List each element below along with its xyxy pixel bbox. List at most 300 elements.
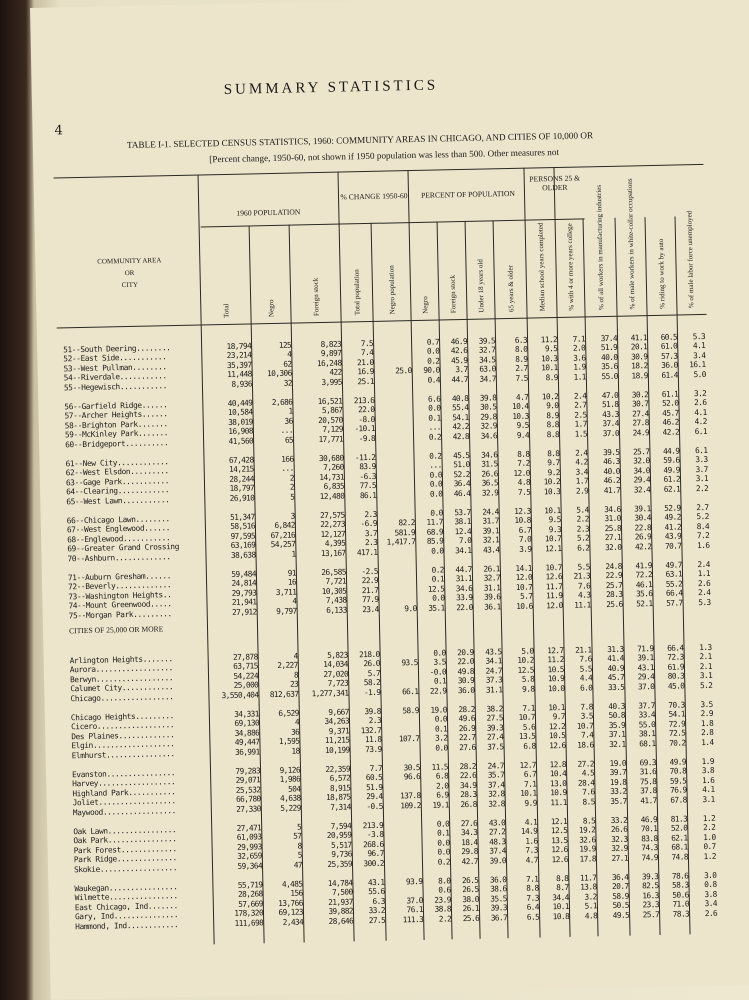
- table-cell: 71.9: [637, 644, 654, 654]
- row-label: Des Plaines.............: [71, 729, 175, 742]
- row-label: 55--Hegewisch...........: [63, 380, 168, 392]
- table-cell: 57: [293, 831, 302, 842]
- table-cell: 61.4: [661, 370, 678, 380]
- table-cell: 13,766: [278, 898, 303, 908]
- table-cell: 49.6: [458, 714, 476, 724]
- table-cell: 33.2: [610, 815, 628, 826]
- table-cell: 2.2: [438, 913, 452, 924]
- table-cell: 41.7: [603, 485, 621, 495]
- table-cell: 12.1: [544, 543, 562, 553]
- table-cell: 0.2: [431, 565, 444, 575]
- table-caption: TABLE I-1. SELECTED CENSUS STATISTICS, 1960: COMMUNITY AREAS IN CHICAGO, AND CITIES OF 10,000 OR: [126, 130, 594, 150]
- table-cell: -2.5: [361, 566, 378, 577]
- table-cell: 24.4: [482, 507, 499, 517]
- table-cell: 42.2: [452, 422, 469, 432]
- table-cell: 28.2: [458, 704, 475, 715]
- table-cell: 0.0: [433, 648, 446, 658]
- table-cell: 47.0: [601, 390, 619, 401]
- row-label: Park Forest.............: [73, 843, 177, 856]
- table-cell: 4.1: [702, 785, 715, 795]
- table-cell: 8.9: [545, 372, 558, 382]
- table-cell: 34.1: [454, 545, 472, 555]
- document-page: [30, 0, 749, 1000]
- table-cell: 36.0: [489, 875, 507, 885]
- table-cell: 32.0: [633, 456, 650, 466]
- table-cell: 1.9: [701, 756, 715, 767]
- table-cell: 26.5: [462, 885, 479, 895]
- group-header-persons25: PERSONS 25 & OLDER: [529, 173, 581, 193]
- table-cell: 0.1: [434, 724, 448, 734]
- table-cell: 20.7: [612, 882, 629, 892]
- table-cell: 26.6: [481, 469, 498, 479]
- group-header-1960-population: 1960 POPULATION: [236, 207, 301, 218]
- table-cell: 27.1: [604, 532, 622, 543]
- table-cell: 812,637: [269, 689, 299, 699]
- table-cell: 24.7: [487, 761, 505, 771]
- table-cell: 2.0: [435, 781, 449, 791]
- table-cell: 9,736: [331, 849, 352, 860]
- table-cell: 7.4: [580, 730, 594, 740]
- table-cell: 6.7: [523, 769, 537, 780]
- table-cell: 7.2: [696, 531, 710, 541]
- table-cell: 213.6: [353, 395, 375, 406]
- table-cell: 30,680: [318, 453, 344, 464]
- table-cell: 37.1: [608, 729, 626, 740]
- table-cell: 0.4: [427, 375, 440, 385]
- table-cell: 28.3: [605, 589, 623, 600]
- table-cell: 6.4: [526, 902, 540, 912]
- table-cell: 9,126: [279, 765, 301, 775]
- table-cell: 62.1: [663, 484, 681, 494]
- table-cell: 22.9: [361, 576, 379, 586]
- table-cell: 3.2: [434, 733, 448, 743]
- table-cell: 21.0: [357, 357, 374, 368]
- table-cell: 49.7: [665, 560, 682, 570]
- table-cell: 1.6: [701, 775, 715, 785]
- table-cell: [375, 347, 411, 348]
- row-label: 53--West Pullman........: [63, 362, 167, 374]
- table-cell: 10.1: [541, 363, 558, 373]
- table-cell: 39.3: [486, 723, 504, 733]
- table-cell: 69,123: [278, 907, 304, 918]
- table-cell: 20,570: [318, 415, 343, 425]
- table-cell: 35.6: [635, 589, 653, 599]
- table-cell: 29,793: [231, 588, 257, 598]
- table-cell: 59,484: [231, 569, 256, 579]
- table-cell: 34.6: [604, 504, 621, 515]
- row-label: Hammond, Ind............: [75, 919, 179, 931]
- table-cell: 27,020: [323, 669, 349, 679]
- table-cell: 0.0: [431, 546, 444, 556]
- table-cell: 52.0: [670, 823, 688, 834]
- table-cell: 27.4: [486, 732, 504, 742]
- table-cell: 3.1: [702, 794, 715, 804]
- table-cell: 2,686: [271, 397, 293, 408]
- table-cell: 18.9: [631, 370, 648, 381]
- table-cell: 42.8: [452, 431, 470, 441]
- table-cell: 34.5: [478, 355, 496, 365]
- table-cell: 3,995: [321, 377, 342, 387]
- row-label: Wilmette................: [74, 891, 178, 903]
- table-cell: [377, 414, 413, 415]
- table-cell: 80.3: [667, 671, 685, 681]
- table-cell: 45.7: [662, 408, 679, 418]
- table-cell: 11.7: [545, 581, 563, 592]
- table-cell: 32.7: [478, 345, 496, 356]
- table-cell: 36: [290, 727, 300, 737]
- table-cell: 14,731: [319, 472, 344, 482]
- table-cell: 3.5: [700, 699, 713, 710]
- table-cell: 0.1: [428, 413, 441, 423]
- table-cell: 10,306: [267, 368, 292, 379]
- table-cell: 11,215: [324, 735, 350, 746]
- table-cell: 0.2: [437, 856, 451, 867]
- table-cell: 40.3: [608, 701, 625, 712]
- table-cell: 55,719: [237, 880, 263, 890]
- table-cell: 12.5: [427, 584, 445, 594]
- table-cell: 30.7: [631, 399, 649, 409]
- row-label: 64--Clearing............: [66, 485, 170, 497]
- table-cell: 76.1: [406, 905, 424, 915]
- table-cell: 72.5: [668, 728, 686, 738]
- table-cell: 19.0: [609, 758, 627, 769]
- table-cell: 47: [293, 860, 303, 870]
- table-cell: 4.1: [694, 407, 707, 417]
- table-cell: 7,129: [322, 424, 343, 435]
- table-cell: 28.2: [459, 761, 477, 772]
- table-cell: 8: [293, 670, 299, 680]
- table-cell: 25.1: [357, 376, 374, 386]
- table-cell: 7,723: [327, 678, 349, 689]
- table-cell: 2: [289, 473, 294, 483]
- table-cell: 9,667: [328, 707, 349, 717]
- table-cell: 38.2: [486, 704, 503, 714]
- table-cell: [383, 725, 419, 726]
- table-cell: 27.6: [459, 742, 476, 752]
- table-cell: 7.1: [525, 874, 539, 884]
- table-cell: 21.3: [573, 571, 591, 582]
- table-cell: 37.4: [487, 780, 505, 790]
- column-header: % riding to work by auto: [656, 238, 667, 309]
- table-cell: ...: [281, 463, 294, 474]
- table-cell: 60.5: [365, 773, 383, 783]
- table-cell: 5,517: [331, 840, 352, 850]
- table-cell: 7.5: [515, 373, 528, 383]
- table-cell: 37.4: [489, 846, 506, 856]
- group-header-percent: PERCENT OF POPULATION: [420, 188, 516, 200]
- row-label: Berwyn..................: [69, 672, 174, 685]
- column-header: 65 years & older: [506, 265, 516, 313]
- table-cell: 36.0: [661, 360, 678, 371]
- table-cell: -6.9: [360, 519, 377, 529]
- table-cell: 2: [289, 482, 295, 492]
- table-cell: 2.4: [698, 588, 711, 598]
- table-cell: 44.7: [451, 374, 468, 384]
- table-cell: 7,438: [325, 595, 347, 606]
- table-rules: [54, 164, 724, 178]
- table-cell: 6.8: [435, 771, 449, 782]
- table-cell: 96.6: [403, 772, 421, 782]
- table-cell: 24,814: [231, 578, 257, 589]
- table-cell: 68.1: [639, 738, 656, 748]
- row-label: Arlington Heights.......: [69, 654, 173, 666]
- table-cell: 10,305: [321, 586, 347, 596]
- table-cell: 12.7: [519, 760, 537, 770]
- table-cell: 3.2: [693, 388, 707, 399]
- table-cell: 5.3: [692, 331, 706, 342]
- table-cell: 111.3: [402, 914, 424, 924]
- table-cell: 12.6: [549, 740, 566, 750]
- table-cell: ...: [280, 425, 293, 436]
- table-cell: 24.8: [605, 561, 622, 572]
- column-header: Under 18 years old: [476, 259, 486, 313]
- table-cell: 69.3: [639, 758, 657, 768]
- table-cell: 2.2: [576, 514, 589, 525]
- table-cell: 10.9: [547, 674, 565, 684]
- table-cell: 45.5: [452, 450, 470, 461]
- table-cell: 21.1: [575, 645, 592, 655]
- table-cell: 58.3: [672, 880, 689, 891]
- table-cell: 0.1: [431, 574, 445, 585]
- table-cell: 12.6: [551, 854, 569, 864]
- table-cell: 5: [290, 492, 295, 502]
- table-cell: 0.1: [436, 828, 450, 839]
- table-cell: 34.9: [459, 780, 477, 790]
- table-cell: 22.6: [459, 771, 477, 781]
- table-cell: 5.2: [699, 680, 713, 690]
- table-cell: 55.2: [665, 579, 683, 589]
- table-cell: 52.0: [661, 398, 679, 409]
- table-cell: 33.4: [638, 710, 656, 720]
- row-label: Skokie..................: [73, 862, 178, 874]
- table-cell: 21.7: [361, 585, 379, 595]
- table-cell: 9.9: [524, 798, 537, 808]
- table-cell: 35.7: [487, 770, 505, 780]
- table-cell: 35.5: [490, 894, 507, 904]
- table-cell: 4.7: [525, 855, 539, 865]
- table-cell: 8.9: [515, 354, 528, 364]
- table-cell: 63,715: [233, 661, 258, 672]
- table-cell: 2,227: [277, 660, 298, 671]
- table-cell: 26,585: [321, 567, 346, 578]
- table-cell: 23.4: [362, 604, 379, 614]
- table-cell: 0.0: [428, 403, 441, 414]
- table-cell: 4.4: [579, 673, 593, 683]
- table-cell: [375, 357, 411, 358]
- table-cell: 3.4: [693, 350, 706, 360]
- table-cell: 9,897: [320, 348, 342, 359]
- table-cell: 13.5: [551, 835, 568, 846]
- table-cell: 4.3: [578, 590, 591, 600]
- table-cell: 32.7: [483, 573, 501, 584]
- table-cell: 7.1: [572, 334, 586, 344]
- table-cell: 1.1: [573, 372, 586, 382]
- table-cell: 52.9: [664, 503, 681, 513]
- table-cell: 37.0: [637, 681, 655, 692]
- table-cell: 2.3: [368, 716, 382, 726]
- table-cell: [378, 461, 414, 462]
- table-cell: 49.2: [664, 512, 681, 523]
- table-cell: 3.1: [699, 671, 713, 681]
- table-cell: 1,595: [278, 736, 300, 747]
- table-cell: 97,595: [230, 531, 256, 541]
- table-cell: 78.3: [672, 908, 690, 919]
- row-label: 66--Chicago Lawn........: [66, 514, 170, 526]
- table-cell: 41.2: [664, 522, 682, 532]
- table-cell: 2.1: [699, 661, 713, 671]
- column-header: Total: [222, 303, 231, 319]
- table-cell: 10.2: [541, 392, 559, 402]
- table-cell: 0.8: [704, 880, 717, 890]
- table-cell: 49.5: [612, 910, 630, 920]
- table-cell: [378, 490, 414, 491]
- table-cell: 53.7: [454, 507, 471, 518]
- table-cell: 36: [284, 416, 293, 426]
- table-cell: 28.3: [460, 790, 477, 800]
- table-cell: 16.1: [689, 360, 706, 370]
- table-cell: 78.6: [671, 871, 689, 881]
- table-cell: 156: [290, 888, 303, 899]
- table-cell: 22,359: [325, 764, 351, 774]
- table-cell: 12.4: [454, 526, 472, 537]
- table-cell: 37.4: [602, 418, 619, 429]
- table-cell: 11.7: [579, 873, 597, 883]
- table-cell: 16.9: [357, 367, 374, 377]
- table-cell: 12.0: [515, 573, 533, 583]
- table-cell: 60.5: [660, 332, 678, 342]
- table-cell: 4.8: [584, 910, 598, 921]
- table-cell: 51.9: [365, 782, 383, 792]
- table-cell: 10.3: [543, 486, 561, 496]
- row-label: Waukegan................: [74, 882, 178, 894]
- table-cell: 82.2: [398, 518, 415, 528]
- table-cell: 36.4: [611, 872, 629, 883]
- table-cell: 6.1: [694, 426, 708, 436]
- table-cell: 31.1: [485, 684, 503, 695]
- table-cell: 58.9: [612, 891, 629, 901]
- table-cell: 3.8: [701, 766, 715, 776]
- column-header: Negro population: [387, 265, 397, 315]
- table-cell: 43.1: [367, 877, 385, 888]
- row-label: 73--Washington Heights..: [68, 589, 172, 602]
- table-cell: 9.5: [548, 515, 561, 525]
- table-cell: -0.0: [429, 667, 447, 677]
- table-cell: 0.2: [428, 432, 442, 442]
- table-cell: 4.1: [524, 817, 538, 827]
- table-cell: 9.0: [546, 401, 559, 411]
- table-cell: 43.4: [482, 544, 500, 555]
- table-cell: 0.0: [437, 838, 450, 848]
- table-cell: [378, 480, 414, 481]
- table-cell: 59.5: [669, 776, 687, 786]
- row-label: 59--McKinley Park.......: [64, 428, 169, 440]
- table-cell: 23.3: [642, 900, 660, 910]
- row-label: Gary, Ind...............: [74, 910, 179, 922]
- table-cell: 43.9: [664, 531, 682, 542]
- table-cell: 39.1: [637, 653, 654, 663]
- table-cell: 36.5: [481, 478, 499, 488]
- table-cell: 10.7: [545, 562, 562, 573]
- table-cell: 125: [278, 340, 292, 350]
- table-cell: 2.0: [572, 343, 586, 354]
- table-cell: 34.0: [633, 465, 650, 476]
- table-cell: 22.8: [634, 522, 652, 533]
- table-cell: 7.3: [525, 845, 538, 855]
- table-cell: 3.4: [704, 898, 717, 909]
- table-cell: 90.0: [423, 365, 440, 376]
- table-cell: 42.7: [461, 856, 479, 866]
- table-cell: 66.1: [401, 686, 419, 696]
- table-cell: 8,915: [329, 783, 351, 793]
- table-cell: 0.0: [429, 479, 443, 489]
- table-cell: 27,330: [236, 803, 261, 814]
- group-rule: [201, 218, 585, 227]
- table-cell: 6.2: [577, 542, 590, 553]
- row-label: Highland Park...........: [72, 786, 176, 799]
- table-cell: 5.7: [367, 668, 381, 678]
- table-cell: 2.7: [696, 502, 709, 513]
- row-label: Oak Lawn................: [73, 825, 177, 837]
- table-cell: 49.9: [669, 757, 687, 767]
- table-cell: 58,516: [230, 521, 255, 532]
- table-cell: 3.7: [695, 464, 708, 474]
- table-cell: 28.4: [577, 778, 595, 788]
- table-cell: 34.4: [552, 892, 569, 903]
- table-cell: 11.2: [547, 655, 564, 665]
- table-cell: 12,480: [319, 491, 345, 501]
- table-cell: 6.8: [523, 741, 536, 751]
- table-cell: 26.1: [483, 564, 500, 574]
- table-cell: 12.8: [549, 759, 567, 770]
- table-cell: 0.7: [703, 842, 716, 852]
- table-cell: 36,991: [234, 746, 260, 757]
- table-cell: 32.8: [488, 789, 505, 799]
- table-cell: 137.8: [400, 791, 421, 801]
- column-header: % of male workers in white-collar occupations: [625, 178, 637, 310]
- table-cell: 19.9: [579, 844, 596, 854]
- table-cell: 1.0: [703, 832, 716, 842]
- table-cell: 19.2: [578, 825, 596, 836]
- table-cell: 7.3: [526, 893, 539, 903]
- table-cell: 25,359: [327, 859, 353, 869]
- table-cell: 31.6: [639, 767, 657, 777]
- table-cell: 46.1: [635, 579, 653, 590]
- row-label: 63--Gage Park...........: [65, 475, 170, 488]
- table-cell: 40.8: [451, 393, 469, 404]
- table-cell: 10.0: [547, 683, 565, 693]
- table-cell: 22.9: [605, 571, 623, 581]
- table-cell: 9.3: [548, 524, 562, 535]
- row-label: 60--Bridgeport..........: [65, 437, 169, 449]
- table-cell: 0.0: [426, 346, 440, 357]
- table-cell: 66,780: [235, 794, 261, 805]
- table-cell: [380, 575, 416, 576]
- table-cell: -8.0: [358, 414, 375, 425]
- table-cell: 54,224: [233, 671, 259, 681]
- table-cell: 39.8: [479, 393, 497, 403]
- table-cell: -10.1: [354, 424, 375, 434]
- table-cell: 39.7: [609, 768, 627, 778]
- table-cell: 8.5: [582, 796, 595, 807]
- row-label: 71--Auburn Gresham......: [67, 571, 172, 583]
- table-cell: 10.1: [548, 702, 565, 713]
- table-cell: 1,417.7: [386, 537, 416, 547]
- table-cell: 3.5: [433, 657, 446, 668]
- table-cell: 19.1: [432, 799, 449, 810]
- table-cell: 132.7: [360, 725, 382, 736]
- table-cell: 6.0: [579, 682, 593, 693]
- table-cell: 36.7: [490, 912, 508, 923]
